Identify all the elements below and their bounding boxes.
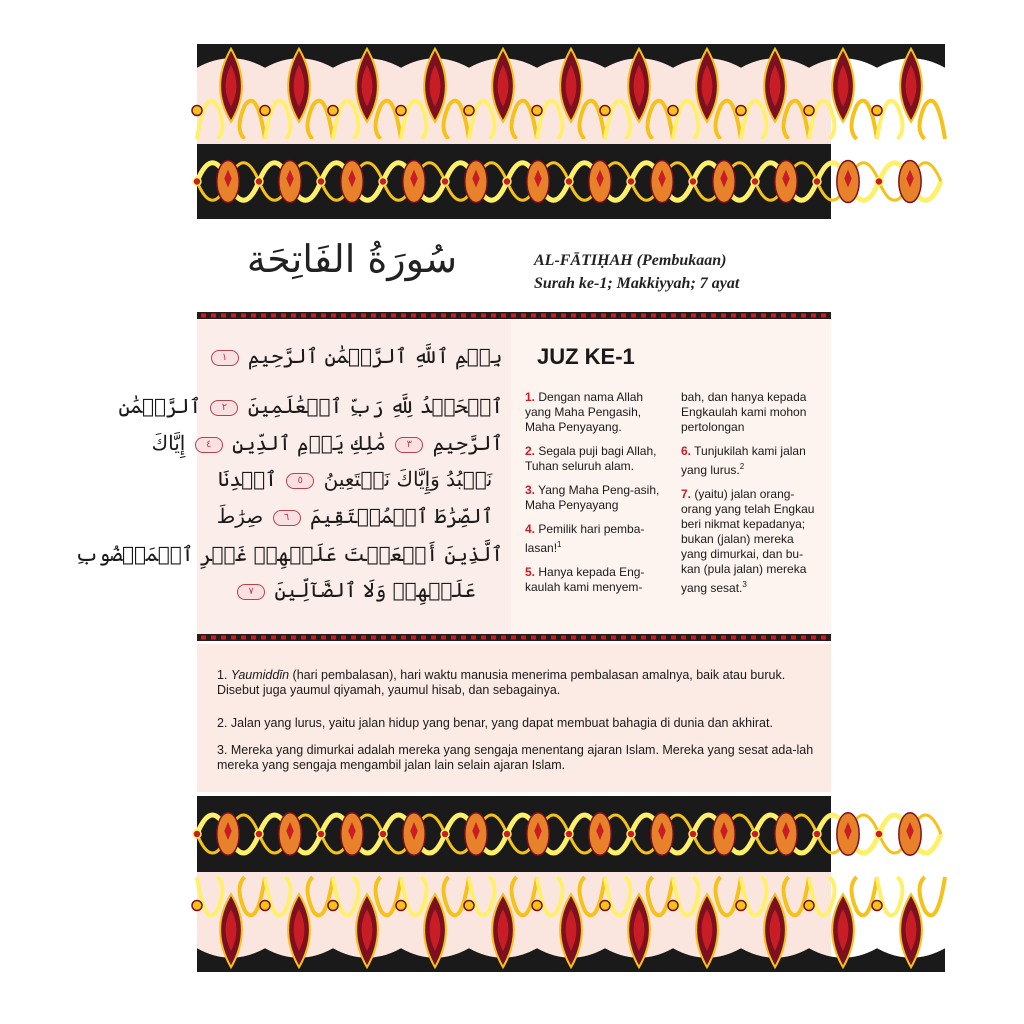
- footnote-ref: 3: [742, 580, 747, 589]
- arabic-text: عَلَيۡهِمۡ وَلَا ٱلضَّآلِّينَ: [274, 578, 476, 602]
- arabic-line: [207, 504, 503, 528]
- verse-translation: [525, 444, 665, 474]
- verse-translation: [525, 390, 665, 435]
- verse-text: (yaitu) jalan orang-orang yang telah Engkau beri nikmat kepadanya; bukan (jalan) mereka yang dimurkai, dan bu-kan (pula jalan) mereka yang sesat.: [681, 487, 815, 595]
- verse-text: Dengan nama Allah yang Maha Pengasih, Maha Penyayang.: [525, 390, 644, 434]
- arabic-line: [207, 578, 503, 602]
- bottom-ornament-pattern: [197, 796, 831, 972]
- footnote-1: [217, 668, 819, 698]
- verse-text: bah, dan hanya kepada Engkaulah kami mohon pertolongan: [681, 390, 807, 434]
- ayah-marker: ٧: [237, 584, 265, 600]
- verse-translation: [525, 522, 665, 556]
- arabic-line: [75, 542, 503, 566]
- verse-number: 3.: [525, 483, 536, 497]
- mushaf-page: [75, 44, 831, 972]
- ayah-marker: ٤: [195, 437, 223, 453]
- footnote-term: Yaumiddīn: [230, 668, 290, 682]
- footnote-ref: 1: [557, 540, 562, 549]
- verse-translation: [525, 483, 665, 513]
- verse-translation: [681, 390, 821, 435]
- footnote-ref: 2: [739, 462, 745, 471]
- divider-bottom: [197, 634, 831, 641]
- arabic-text: ٱلرَّحۡمَٰنِ: [118, 394, 202, 418]
- ayah-marker: ١: [211, 350, 239, 366]
- arabic-text: ٱهۡدِنَا: [217, 467, 277, 491]
- verse-translation: [681, 487, 821, 596]
- footnote-2: 2. Jalan yang lurus, yaitu jalan hidup yang benar, yang dapat membuat bahagia di dunia dan akhirat.: [217, 716, 773, 730]
- verse-number: 4.: [525, 522, 536, 536]
- verse-text: Pemilik hari pemba-lasan!: [525, 522, 645, 555]
- arabic-line: [118, 394, 503, 418]
- footnote-text: (hari pembalasan), hari waktu manusia menerima pembalasan amalnya, baik atau buruk. Disebut juga yaumul qiyamah, yaumul hisab, dan sebagainya.: [217, 668, 786, 697]
- translation-column-1: [525, 390, 665, 604]
- arabic-line: [151, 431, 503, 455]
- surah-info: [534, 249, 739, 295]
- arabic-text: ٱلرَّحِيمِ: [432, 431, 503, 455]
- verse-text: Hanya kepada Eng-kaulah kami menyem-: [525, 565, 645, 594]
- top-ornament-pattern: [197, 44, 831, 219]
- arabic-text: ٱلۡحَمۡدُ لِلَّهِ رَبِّ ٱلۡعَٰلَمِينَ: [247, 394, 503, 418]
- footnote-number: 1.: [217, 668, 228, 682]
- arabic-text: مَٰلِكِ يَوۡمِ ٱلدِّينِ: [232, 431, 386, 455]
- juz-label: JUZ KE-1: [537, 344, 635, 369]
- verse-text: Segala puji bagi Allah, Tuhan seluruh alam.: [525, 444, 657, 473]
- bottom-ornament-band: [197, 796, 831, 972]
- content-area: [75, 320, 831, 634]
- footnote-3: 3. Mereka yang dimurkai adalah mereka yang sengaja menentang ajaran Islam. Mereka yang sesat ada-lah mereka yang sengaja mengambil jalan lain selain ajaran Islam.: [217, 743, 814, 772]
- arabic-text: صِرَٰطَ: [216, 504, 264, 528]
- arabic-text: ٱلَّذِينَ أَنۡعَمۡتَ عَلَيۡهِمۡ غَيۡرِ ٱلۡمَغۡضُوبِ: [75, 542, 503, 566]
- verse-translation: [681, 444, 821, 478]
- basmala: [207, 344, 503, 368]
- footnotes: [197, 644, 831, 792]
- surah-name: AL-FĀTIḤAH (Pembukaan): [534, 252, 727, 269]
- divider-top: [197, 312, 831, 319]
- verse-text: Tunjukilah kami jalan yang lurus.: [681, 444, 806, 477]
- surah-title-arabic: سُورَةُ الفَاتِحَة: [246, 237, 458, 281]
- verse-number: 6.: [681, 444, 692, 458]
- arabic-text: ٱلصِّرَٰطَ ٱلۡمُسۡتَقِيمَ: [309, 504, 494, 528]
- verse-translation: [525, 565, 665, 595]
- top-ornament-band: [197, 44, 831, 219]
- arabic-line: [207, 467, 503, 491]
- basmala-text: بِسۡمِ ٱللَّهِ ٱلرَّحۡمَٰنِ ٱلرَّحِيمِ: [247, 344, 503, 368]
- translation-column-2: [681, 390, 821, 605]
- verse-number: 7.: [681, 487, 692, 501]
- arabic-text: نَعۡبُدُ وَإِيَّاكَ نَسۡتَعِينُ: [323, 467, 493, 491]
- surah-title-row: [197, 219, 831, 314]
- ayah-marker: ٣: [395, 437, 423, 453]
- ayah-marker: ٦: [273, 510, 301, 526]
- arabic-text-panel: [75, 320, 511, 634]
- verse-number: 2.: [525, 444, 536, 458]
- arabic-text: إِيَّاكَ: [151, 431, 186, 455]
- verse-number: 1.: [525, 390, 536, 404]
- surah-meta: Surah ke-1; Makkiyyah; 7 ayat: [534, 275, 740, 292]
- verse-text: Yang Maha Peng-asih, Maha Penyayang: [525, 483, 660, 512]
- verse-number: 5.: [525, 565, 536, 579]
- ayah-marker: ٢: [210, 400, 238, 416]
- ayah-marker: ٥: [286, 473, 314, 489]
